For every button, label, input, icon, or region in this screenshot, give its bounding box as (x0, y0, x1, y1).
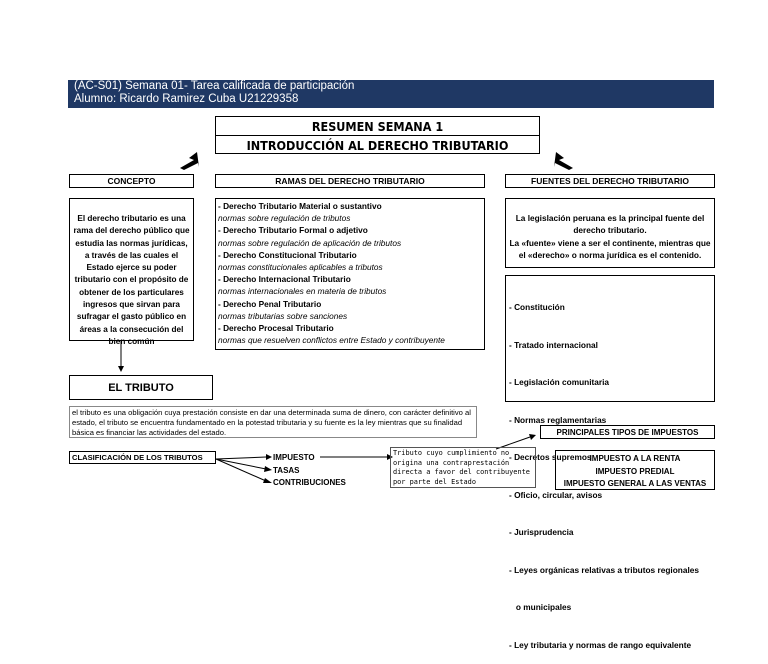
fuente-item: - Jurisprudencia (509, 527, 574, 537)
ramas-heading-box (215, 174, 485, 188)
principal-impuesto-item: IMPUESTO GENERAL A LAS VENTAS (563, 479, 707, 488)
header-course-line: (AC-S01) Semana 01- Tarea calificada de participación (74, 80, 355, 92)
principales-heading: PRINCIPALES TIPOS DE IMPUESTOS (556, 427, 699, 437)
fuentes-intro-1: La legislación peruana es la principal fuente del derecho tributario. (515, 213, 705, 236)
concepto-text: El derecho tributario es una rama del derecho público que estudia las normas jurídicas, a través de las cuales el Estado ejerce su poder tributario con el propósito de obtener de los particulares ingresos que sirvan para sufragar el gasto público en áreas a la consecución del bien común (73, 214, 190, 346)
principales-heading-box (540, 425, 715, 439)
concepto-heading-box (69, 174, 194, 188)
fuente-item: - Tratado internacional (509, 339, 598, 350)
tributo-definition: el tributo es una obligación cuya prestación consiste en dar una determinada suma de dinero, con carácter definitivo al estado, el tributo se encuentra fundamentado en la potestad tributaria y su fuente es la ley mientras que su finalidad básica es financiar las actividades del estado. (72, 408, 471, 437)
clasificacion-item-impuesto: IMPUESTO (273, 453, 315, 462)
tributo-heading-box (69, 375, 213, 400)
ramas-list-box (215, 198, 485, 350)
fuentes-heading-box (505, 174, 715, 188)
clasif-to-impuesto-line (216, 457, 266, 459)
rama-description: normas que resuelven conflictos entre Estado y contribuyente (218, 335, 445, 346)
clasificacion-item-contribuciones: CONTRIBUCIONES (273, 478, 346, 487)
fuente-item: o municipales (509, 602, 572, 612)
arrow-left-down-icon (180, 152, 199, 170)
clasif-to-contribuciones-line (216, 459, 266, 481)
impuesto-definition: Tributo cuyo cumplimiento no origina una contraprestación directa a favor del contribuyente por parte del Estado (393, 449, 530, 486)
principal-impuesto-item: IMPUESTO A LA RENTA (589, 454, 681, 463)
rama-description: normas internacionales en materia de tributos (218, 286, 387, 297)
summary-subtitle: INTRODUCCIÓN AL DERECHO TRIBUTARIO (246, 137, 509, 153)
tributo-heading: EL TRIBUTO (108, 381, 174, 394)
summary-title: RESUMEN SEMANA 1 (216, 117, 539, 136)
clasificacion-heading-box (69, 451, 216, 464)
clasif-to-tasas-line (216, 459, 266, 469)
rama-title: - Derecho Tributario Formal o adjetivo (218, 225, 368, 236)
fuentes-heading: FUENTES DEL DERECHO TRIBUTARIO (531, 176, 689, 186)
rama-description: normas tributarias sobre sanciones (218, 310, 348, 321)
principales-list-box (555, 450, 715, 490)
concepto-text-box (69, 198, 194, 346)
rama-title: - Derecho Constitucional Tributario (218, 249, 357, 260)
clasificacion-items (273, 452, 346, 490)
clasificacion-item-tasas: TASAS (273, 465, 300, 475)
concepto-heading: CONCEPTO (107, 176, 156, 186)
fuente-item: - Oficio, circular, avisos (509, 489, 603, 500)
fuentes-intro-2: La «fuente» viene a ser el continente, mientras que el «derecho» o norma jurídica es el contenido. (509, 237, 711, 260)
fuente-item: - Leyes orgánicas relativas a tributos regionales (509, 564, 699, 575)
rama-title: - Derecho Tributario Material o sustantivo (218, 201, 382, 211)
fuente-item: - Legislación comunitaria (509, 377, 610, 387)
arrow-down-icon (118, 366, 124, 372)
fuente-item: - Ley tributaria y normas de rango equivalente (509, 639, 692, 650)
tributo-definition-box (69, 406, 477, 438)
fuente-item: - Constitución (509, 302, 565, 312)
fuente-item: - Decretos supremos (509, 452, 592, 462)
rama-title: - Derecho Internacional Tributario (218, 274, 351, 285)
clasificacion-heading: CLASIFICACIÓN DE LOS TRIBUTOS (72, 453, 203, 462)
impuesto-definition-box (390, 447, 536, 488)
rama-description: normas sobre regulación de tributos (218, 213, 351, 224)
ramas-heading: RAMAS DEL DERECHO TRIBUTARIO (275, 176, 425, 186)
fuente-item: - Normas reglamentarias (509, 414, 607, 425)
principal-impuesto-item: IMPUESTO PREDIAL (595, 466, 675, 476)
rama-description: normas sobre regulación de aplicación de tributos (218, 237, 402, 248)
fuentes-intro-box (505, 198, 715, 268)
rama-title: - Derecho Procesal Tributario (218, 323, 334, 334)
header-student-line: Alumno: Ricardo Ramirez Cuba U21229358 (74, 93, 299, 105)
rama-title: - Derecho Penal Tributario (218, 298, 322, 309)
rama-description: normas constitucionales aplicables a tributos (218, 262, 383, 273)
arrow-right-down-icon (554, 152, 573, 170)
